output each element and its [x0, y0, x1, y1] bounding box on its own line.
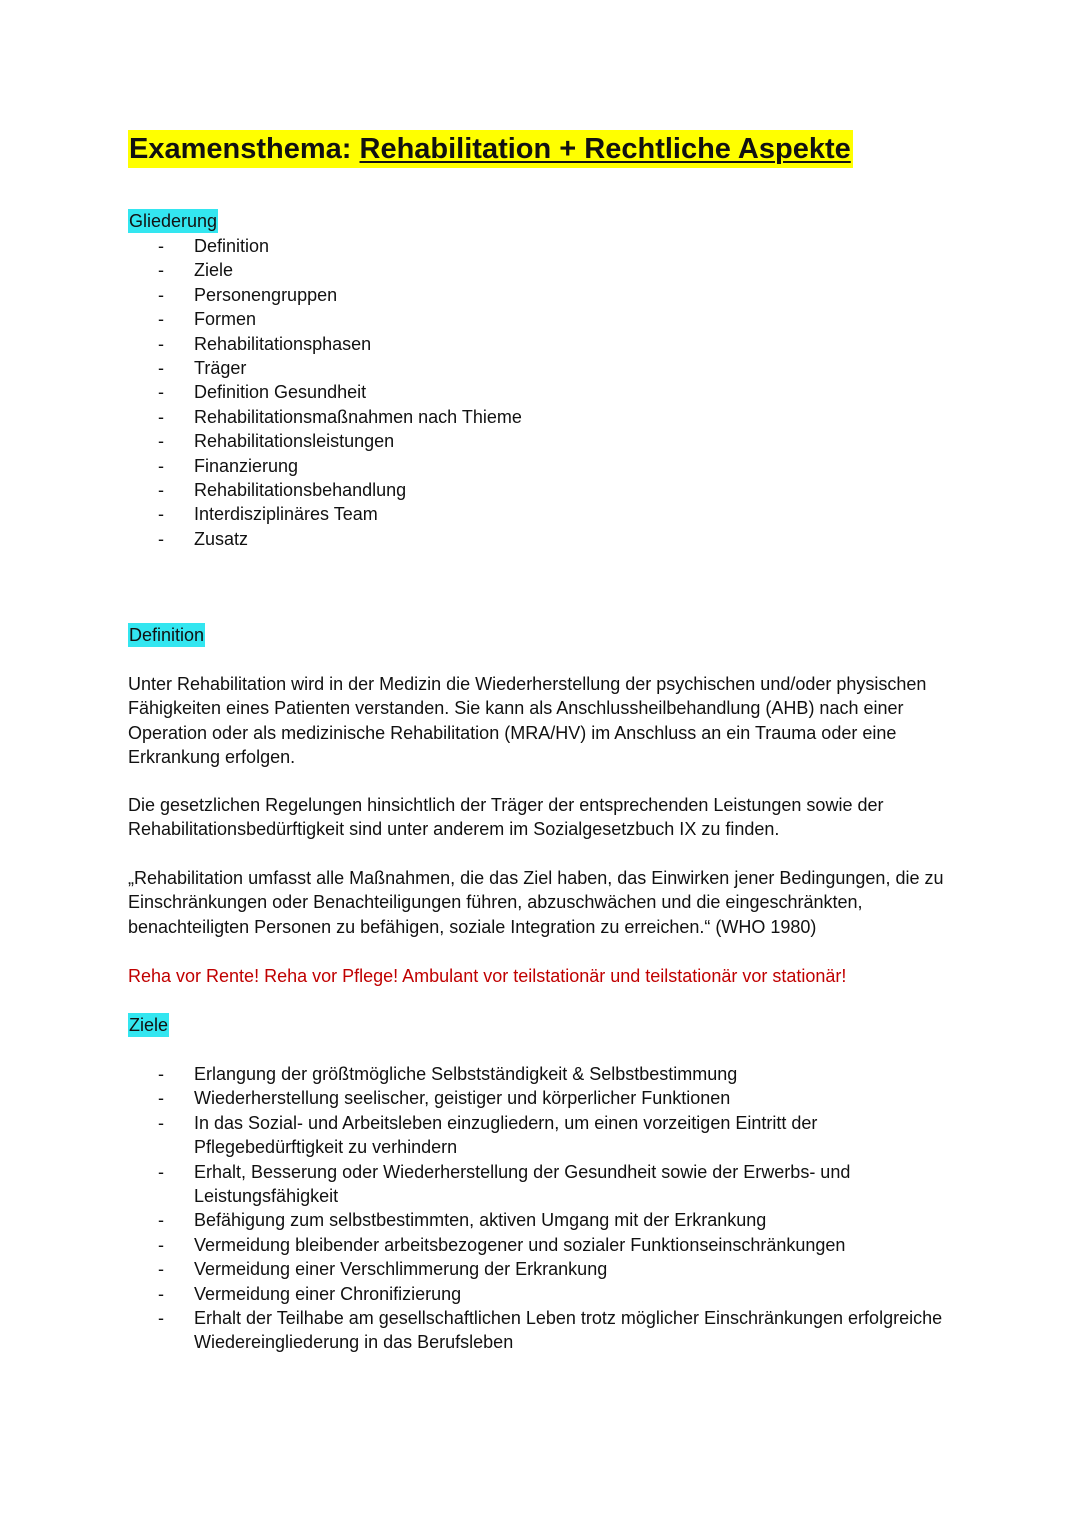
- list-item: - Finanzierung: [128, 454, 958, 478]
- list-item: - Vermeidung einer Verschlimmerung der Erkrankung: [128, 1257, 958, 1281]
- list-item: - Personengruppen: [128, 283, 958, 307]
- list-item: - Vermeidung einer Chronifizierung: [128, 1282, 958, 1306]
- list-item: - Definition Gesundheit: [128, 380, 958, 404]
- list-item: - Befähigung zum selbstbestimmten, aktiven Umgang mit der Erkrankung: [128, 1208, 958, 1232]
- list-item: - Erhalt der Teilhabe am gesellschaftlichen Leben trotz möglicher Einschränkungen erfolgreiche Wiedereingliederung in das Berufsleben: [128, 1306, 958, 1355]
- list-item: - Wiederherstellung seelischer, geistiger und körperlicher Funktionen: [128, 1086, 958, 1110]
- definition-paragraph: Unter Rehabilitation wird in der Medizin die Wiederherstellung der psychischen und/oder physischen Fähigkeiten eines Patienten verstanden. Sie kann als Anschlussheilbehandlung (AHB) nach einer Operation oder als medizinische Rehabilitation (MRA/HV) im Anschluss an ein Trauma oder eine Erkrankung erfolgen.: [128, 674, 927, 768]
- list-item: - Formen: [128, 307, 958, 331]
- gliederung-list: [128, 234, 958, 551]
- list-item: - Rehabilitationsmaßnahmen nach Thieme: [128, 405, 958, 429]
- list-item: - Zusatz: [128, 527, 958, 551]
- legal-paragraph: Die gesetzlichen Regelungen hinsichtlich der Träger der entsprechenden Leistungen sowie der Rehabilitationsbedürftigkeit sind unter anderem im Sozialgesetzbuch IX zu finden.: [128, 795, 884, 840]
- list-item: - Erhalt, Besserung oder Wiederherstellung der Gesundheit sowie der Erwerbs- und Leistungsfähigkeit: [128, 1160, 958, 1209]
- title-topic: Rehabilitation + Rechtliche Aspekte: [359, 133, 851, 165]
- list-item: - Träger: [128, 356, 958, 380]
- ziele-heading: Ziele: [129, 1015, 169, 1035]
- who-quote: „Rehabilitation umfasst alle Maßnahmen, die das Ziel haben, das Einwirken jener Bedingungen, die zu Einschränkungen oder Benachteiligungen führen, abzuschwächen und die eingeschränkten, benachteiligten Personen zu befähigen, soziale Integration zu erreichen.“ (WHO 1980): [128, 868, 944, 937]
- list-item: - Rehabilitationsphasen: [128, 332, 958, 356]
- list-item: - In das Sozial- und Arbeitsleben einzugliedern, um einen vorzeitigen Eintritt der Pflegebedürftigkeit zu verhindern: [128, 1111, 958, 1160]
- title-prefix: Examensthema:: [129, 133, 360, 165]
- definition-heading: Definition: [129, 625, 205, 645]
- list-item: - Rehabilitationsleistungen: [128, 429, 958, 453]
- list-item: - Definition: [128, 234, 958, 258]
- list-item: - Vermeidung bleibender arbeitsbezogener und sozialer Funktionseinschränkungen: [128, 1233, 958, 1257]
- reha-motto: Reha vor Rente! Reha vor Pflege! Ambulant vor teilstationär und teilstationär vor stationär!: [128, 966, 847, 986]
- list-item: - Erlangung der größtmögliche Selbstständigkeit & Selbstbestimmung: [128, 1062, 958, 1086]
- gliederung-heading: Gliederung: [129, 211, 218, 231]
- list-item: - Ziele: [128, 258, 958, 282]
- ziele-list: [128, 1062, 958, 1355]
- list-item: - Interdisziplinäres Team: [128, 502, 958, 526]
- list-item: - Rehabilitationsbehandlung: [128, 478, 958, 502]
- page-title: [128, 130, 853, 168]
